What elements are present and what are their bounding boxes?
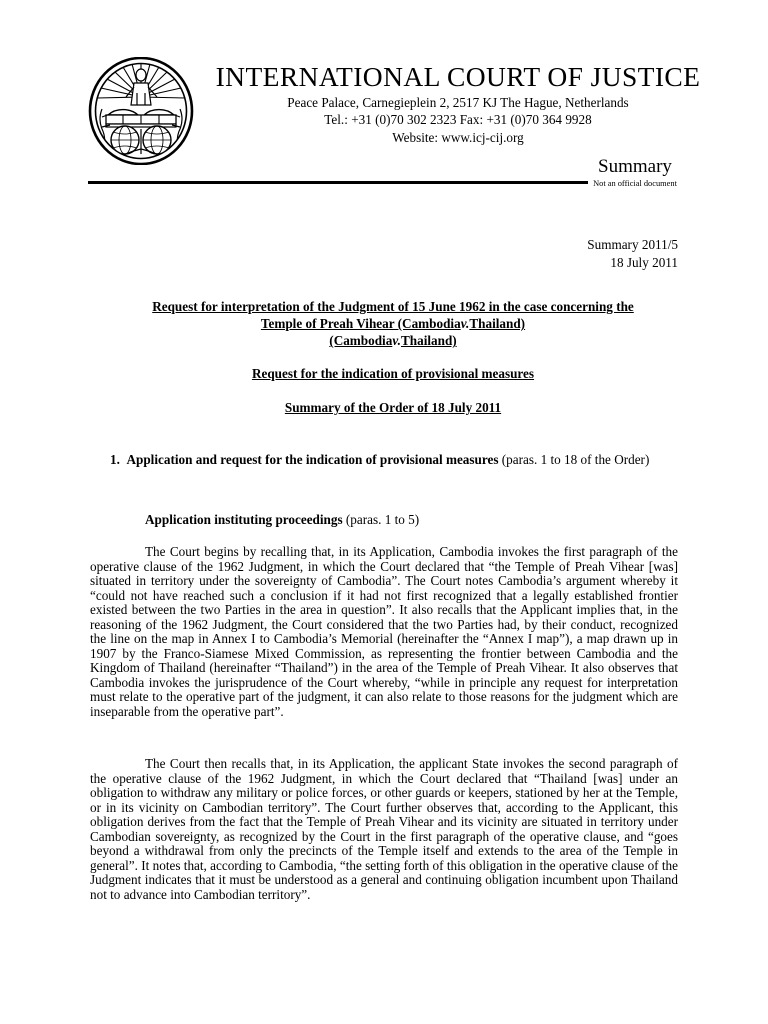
organization-address [196,94,720,146]
address-line-1: Peace Palace, Carnegieplein 2, 2517 KJ The Hague, Netherlands [287,94,629,110]
section-1-title: Application and request for the indication of provisional measures [126,452,499,467]
case-title-line-2-b: Thailand) [469,316,526,332]
case-title-line-3 [108,332,678,349]
section-1-heading [110,451,678,468]
case-title-line-1: Request for interpretation of the Judgment of 15 June 1962 in the case concerning the [152,299,634,314]
summary-disclaimer: Not an official document [593,178,677,188]
header-divider [88,181,588,184]
icj-seal-icon [88,57,194,165]
address-line-2: Tel.: +31 (0)70 302 2323 Fax: +31 (0)70 364 9928 [324,112,592,128]
case-title-line-3-a: (Cambodia [329,333,393,349]
case-title-line-2-a: Temple of Preah Vihear (Cambodia [260,316,461,332]
address-line-3: Website: www.icj-cij.org [392,129,524,145]
summary-number: Summary 2011/5 [587,237,678,252]
section-1-paras-ref: (paras. 1 to 18 of the Order) [498,452,650,467]
body-paragraph-1: The Court begins by recalling that, in its Application, Cambodia invokes the first paragraph of the operative clause of the 1962 Judgment, in which the Court declared that “the Temple of Preah Vihear [was] situated in territory under the sovereignty of Cambodia”. The Court notes Cambodia’s argument whereby it “could not have reached such a conclusion if it had not first recognized that a legally established frontier existed between the two Parties in the area in question”. It also recalls that the Applicant implies that, in the reasoning of the 1962 Judgment, the Court considered that the two Parties had, by their conduct, recognized the line on the map in Annex I to Cambodia’s Memorial (hereinafter the “Annex I map”), a map drawn up in 1907 by the Franco-Siamese Mixed Commission, as representing the frontier between Cambodia and the Kingdom of Thailand (hereinafter “Thailand”) in the area of the Temple of Preah Vihear. It also observes that Cambodia invokes the jurisprudence of the Court whereby, “while in principle any request for interpretation must relate to the operative part of the judgment, it can also relate to those reasons for the judgment which are inseparable from the operative part”. [90,544,678,720]
document-date: 18 July 2011 [610,254,678,270]
subheading-1-paras-ref: (paras. 1 to 5) [342,512,420,527]
body-paragraph-2: The Court then recalls that, in its Application, the applicant State invokes the second paragraph of the operative clause of the 1962 Judgment, in which the Court declared that “Thailand [was] under an obligation to withdraw any military or police forces, or other guards or keepers, stationed by her at the Temple, or in its vicinity on Cambodian territory”. The Court further observes that, according to the Applicant, this obligation derives from the fact that the Temple of Preah Vihear and its vicinity are situated in territory under Cambodian sovereignty, as recognized by the Court in the first paragraph of the operative clause, and “goes beyond a withdrawal from only the precincts of the Temple itself and extends to the area of the Temple in general”. It notes that, according to Cambodia, “the setting forth of this obligation in the operative clause of the Judgment indicates that it must be understood as a general and continuing obligation incumbent upon Thailand not to advance into Cambodian territory”. [90,756,678,902]
case-title-line-3-b: Thailand) [400,333,457,349]
section-1-number: 1. [110,452,120,467]
case-title-block [108,298,678,416]
case-title-line-2-v: v. [460,316,470,332]
case-title-line-5: Summary of the Order of 18 July 2011 [284,399,502,415]
summary-mark [560,157,710,189]
case-title-line-2 [108,315,678,332]
case-title-line-3-v: v. [392,333,401,349]
case-title-line-4: Request for the indication of provisional measures [251,366,535,382]
subheading-1 [145,511,419,528]
organization-heading [196,62,720,146]
subheading-1-title: Application instituting proceedings [145,512,343,527]
summary-label: Summary [598,156,672,177]
organization-name: INTERNATIONAL COURT OF JUSTICE [215,61,701,92]
document-reference [370,236,678,272]
